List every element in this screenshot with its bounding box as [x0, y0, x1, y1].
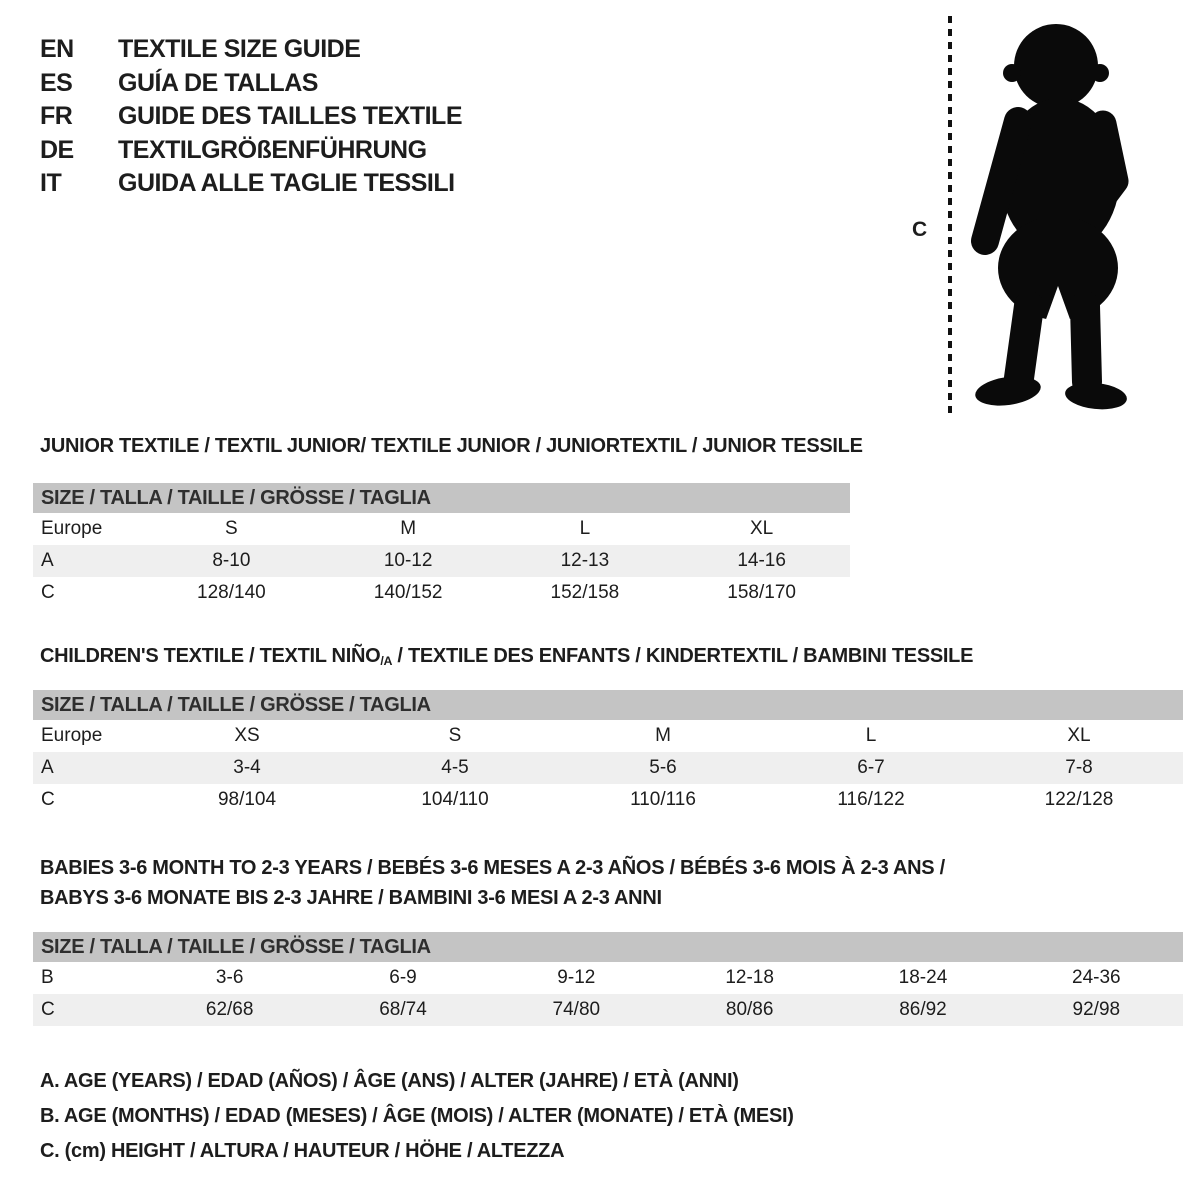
lang-title: TEXTILGRÖßENFÜHRUNG	[118, 135, 427, 164]
lang-title: TEXTILE SIZE GUIDE	[118, 35, 361, 63]
junior-section-title: JUNIOR TEXTILE / TEXTIL JUNIOR/ TEXTILE JUNIOR / JUNIORTEXTIL / JUNIOR TESSILE	[40, 435, 863, 457]
table-cell: 3-6	[215, 967, 244, 988]
table-cell: 92/98	[1072, 999, 1121, 1020]
table-cell: 68/74	[379, 999, 427, 1020]
table-row	[33, 545, 850, 577]
lang-code: EN	[40, 35, 74, 63]
children-size-table	[33, 720, 1183, 816]
table-cell: 4-5	[441, 757, 469, 778]
lang-code: FR	[40, 102, 73, 130]
legend	[40, 1064, 794, 1169]
table-row	[33, 962, 1183, 994]
table-cell: 122/128	[1044, 789, 1114, 810]
table-cell: 24-36	[1072, 967, 1121, 988]
junior-table	[33, 483, 850, 609]
babies-title-line1: BABIES 3-6 MONTH TO 2-3 YEARS / BEBÉS 3-6 MESES A 2-3 AÑOS / BÉBÉS 3-6 MOIS À 2-3 ANS /	[40, 857, 945, 879]
table-cell: 7-8	[1065, 757, 1093, 778]
table-cell: Europe	[41, 725, 103, 746]
language-title-list	[40, 33, 462, 201]
height-measure-dashed-line	[948, 16, 952, 416]
table-cell: S	[225, 518, 238, 539]
junior-size-table	[33, 513, 850, 609]
table-row	[33, 994, 1183, 1026]
table-cell: 12-13	[560, 550, 610, 571]
table-cell: 140/152	[373, 582, 443, 603]
children-title-text: / TEXTILE DES ENFANTS / KINDERTEXTIL / BAMBINI TESSILE	[392, 645, 974, 667]
table-cell: L	[579, 518, 591, 539]
table-cell: 18-24	[898, 967, 948, 988]
lang-title: GUÍA DE TALLAS	[118, 68, 318, 97]
table-cell: 86/92	[899, 999, 947, 1020]
table-cell: 14-16	[737, 550, 786, 571]
table-cell: XL	[750, 518, 774, 539]
table-cell: M	[655, 725, 671, 746]
table-cell: 74/80	[552, 999, 601, 1020]
table-cell: 12-18	[725, 967, 774, 988]
table-cell: 10-12	[383, 550, 433, 571]
table-cell: 3-4	[233, 757, 261, 778]
table-row	[33, 577, 850, 609]
children-size-header-bar: SIZE / TALLA / TAILLE / GRÖSSE / TAGLIA	[33, 690, 1183, 720]
table-cell: C	[41, 789, 55, 810]
table-cell: B	[41, 967, 54, 988]
table-cell: C	[41, 999, 55, 1020]
junior-size-header-bar: SIZE / TALLA / TAILLE / GRÖSSE / TAGLIA	[33, 483, 850, 513]
table-cell: XL	[1067, 725, 1091, 746]
table-row	[33, 784, 1183, 816]
table-cell: 5-6	[649, 757, 677, 778]
table-cell: A	[41, 757, 54, 778]
table-cell: 110/116	[630, 789, 696, 810]
children-section-title	[40, 643, 973, 674]
table-row	[33, 752, 1183, 784]
table-cell: M	[400, 518, 417, 539]
table-cell: 152/158	[550, 582, 620, 603]
table-cell: 62/68	[205, 999, 254, 1020]
table-cell: 9-12	[557, 967, 596, 988]
babies-table	[33, 932, 1183, 1026]
table-cell: 6-9	[389, 967, 417, 988]
table-cell: S	[448, 725, 462, 746]
table-cell: 128/140	[197, 582, 266, 603]
table-row	[33, 513, 850, 545]
table-cell: 104/110	[421, 789, 489, 810]
table-cell: Europe	[41, 518, 103, 539]
babies-size-table	[33, 962, 1183, 1026]
table-cell: 98/104	[217, 789, 277, 810]
table-cell: 116/122	[837, 789, 905, 810]
lang-code: DE	[40, 135, 74, 164]
baby-silhouette-icon	[963, 16, 1143, 416]
legend-line-age-years: A. AGE (YEARS) / EDAD (AÑOS) / ÂGE (ANS) / ALTER (JAHRE) / ETÀ (ANNI)	[40, 1070, 739, 1092]
children-table	[33, 690, 1183, 816]
children-title-sub: /A	[380, 654, 393, 669]
table-cell: 6-7	[857, 757, 885, 778]
table-cell: XS	[234, 725, 260, 746]
table-cell: L	[865, 725, 877, 746]
lang-title: GUIDA ALLE TAGLIE TESSILI	[118, 169, 455, 197]
legend-line-height-cm: C. (cm) HEIGHT / ALTURA / HAUTEUR / HÖHE / ALTEZZA	[40, 1140, 565, 1162]
table-cell: 8-10	[212, 550, 251, 571]
children-title-text: CHILDREN'S TEXTILE / TEXTIL NIÑO	[40, 645, 381, 667]
lang-code: IT	[40, 169, 62, 197]
height-measure-label: C	[912, 218, 928, 241]
legend-line-age-months: B. AGE (MONTHS) / EDAD (MESES) / ÂGE (MOIS) / ALTER (MONATE) / ETÀ (MESI)	[40, 1105, 794, 1127]
table-row	[33, 720, 1183, 752]
table-cell: 80/86	[725, 999, 774, 1020]
table-cell: C	[41, 582, 55, 603]
babies-size-header-bar: SIZE / TALLA / TAILLE / GRÖSSE / TAGLIA	[33, 932, 1183, 962]
babies-title-line2: BABYS 3-6 MONATE BIS 2-3 JAHRE / BAMBINI 3-6 MESI A 2-3 ANNI	[40, 887, 662, 909]
table-cell: A	[41, 550, 54, 571]
table-cell: 158/170	[727, 582, 796, 603]
lang-code: ES	[40, 68, 73, 97]
lang-title: GUIDE DES TAILLES TEXTILE	[118, 102, 463, 130]
babies-section-title	[40, 853, 945, 913]
